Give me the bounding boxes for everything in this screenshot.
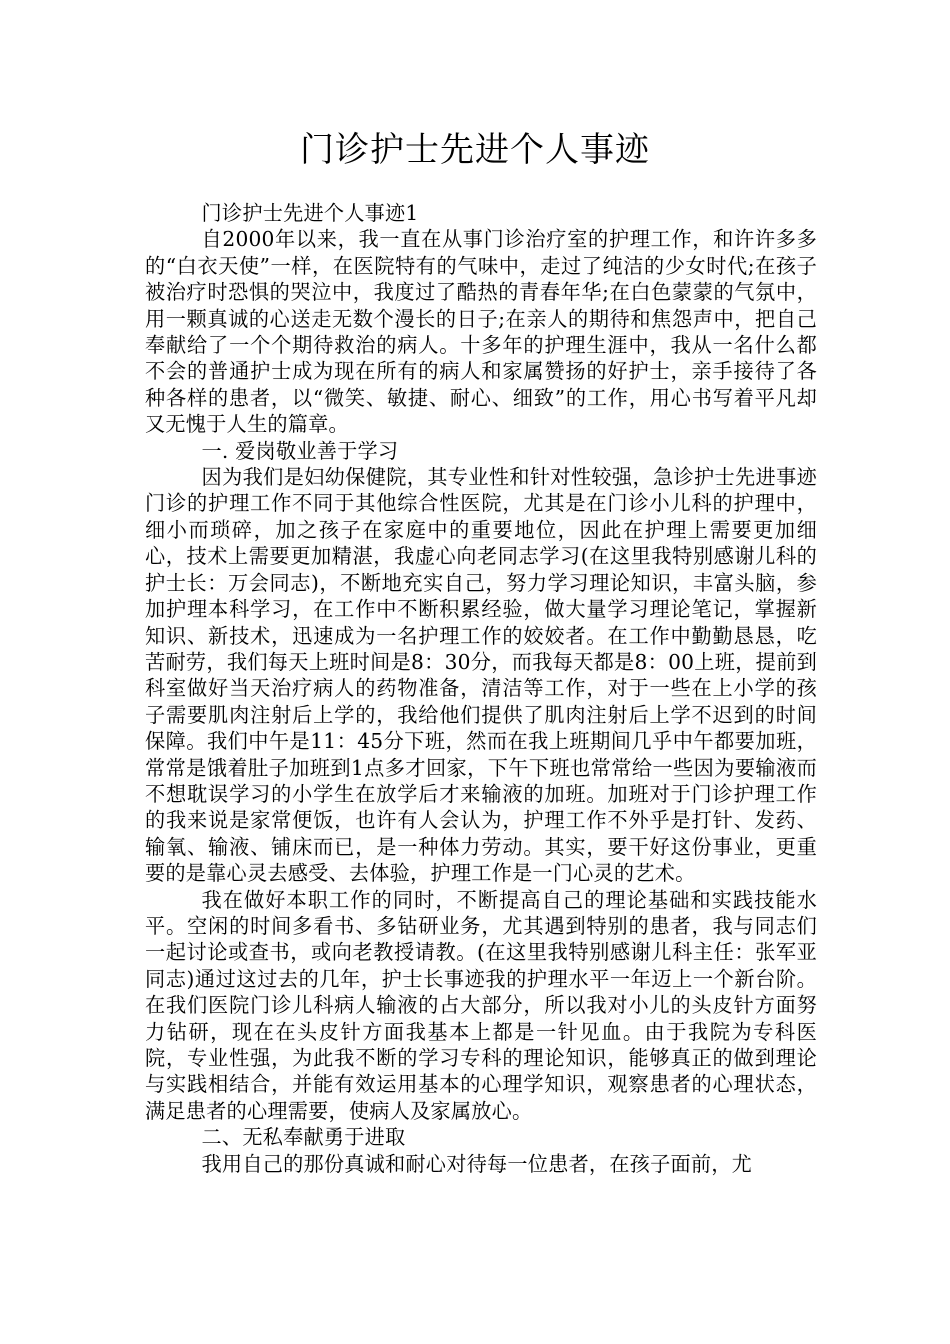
document-body: [145, 200, 817, 1177]
paragraph-3: 我用自己的那份真诚和耐心对待每一位患者，在孩子面前，尤: [201, 1151, 753, 1176]
paragraph-1: 因为我们是妇幼保健院，其专业性和针对性较强，急诊护士先进事迹门诊的护理工作不同于其他综合性医院，尤其是在门诊小儿科的护理中，细小而琐碎，加之孩子在家庭中的重要地位，因此在护理上需要更加细心，技术上需要更加精湛，我虚心向老同志学习(在这里我特别感谢儿科的护士长：万会同志)，不断地充实自己，努力学习理论知识，丰富头脑，参加护理本科学习，在工作中不断积累经验，做大量学习理论笔记，掌握新知识、新技术，迅速成为一名护理工作的姣姣者。在工作中勤勤恳恳，吃苦耐劳，我们每天上班时间是8：30分，而我每天都是8：00上班，提前到科室做好当天治疗病人的药物准备，清洁等工作，对于一些在上小学的孩子需要肌肉注射后上学的，我给他们提供了肌肉注射后上学不迟到的时间保障。我们中午是11：45分下班，然而在我上班期间几乎中午都要加班，常常是饿着肚子加班到1点多才回家，下午下班也常常给一些因为要输液而不想耽误学习的小学生在放学后才来输液的加班。加班对于门诊护理工作的我来说是家常便饭，也许有人会认为，护理工作不外乎是打针、发药、输氧、输液、铺床而已，是一种体力劳动。其实，要干好这份事业，更重要的是靠心灵去感受、去体验，护理工作是一门心灵的艺术。: [145, 465, 817, 886]
paragraph-2: 我在做好本职工作的同时，不断提高自己的理论基础和实践技能水平。空闲的时间多看书、多钻研业务，尤其遇到特别的患者，我与同志们一起讨论或查书，或向老教授请教。(在这里我特别感谢儿科主任：张军亚同志)通过这过去的几年，护士长事迹我的护理水平一年迈上一个新台阶。在我们医院门诊儿科病人输液的占大部分，所以我对小儿的头皮针方面努力钻研，现在在头皮针方面我基本上都是一针见血。由于我院为专科医院，专业性强，为此我不断的学习专科的理论知识，能够真正的做到理论与实践相结合，并能有效运用基本的心理学知识，观察患者的心理状态，满足患者的心理需要，使病人及家属放心。: [145, 887, 817, 1123]
paragraph-intro: 自2000年以来，我一直在从事门诊治疗室的护理工作，和许许多多的“白衣天使”一样，在医院特有的气味中，走过了纯洁的少女时代;在孩子被治疗时恐惧的哭泣中，我度过了酷热的青春年华;在白色蒙蒙的气氛中，用一颗真诚的心送走无数个漫长的日子;在亲人的期待和焦怨声中，把自己奉献给了一个个期待救治的病人。十多年的护理生涯中，我从一名什么都不会的普通护士成为现在所有的病人和家属赞扬的好护士，亲手接待了各种各样的患者，以“微笑、敏捷、耐心、细致”的工作，用心书写着平凡却又无愧于人生的篇章。: [145, 227, 817, 437]
heading-1: 一. 爱岗敬业善于学习: [201, 438, 399, 463]
section-title: 门诊护士先进个人事迹1: [201, 201, 419, 225]
heading-2: 二、无私奉献勇于进取: [201, 1125, 406, 1150]
document-title: 门诊护士先进个人事迹: [300, 130, 650, 170]
